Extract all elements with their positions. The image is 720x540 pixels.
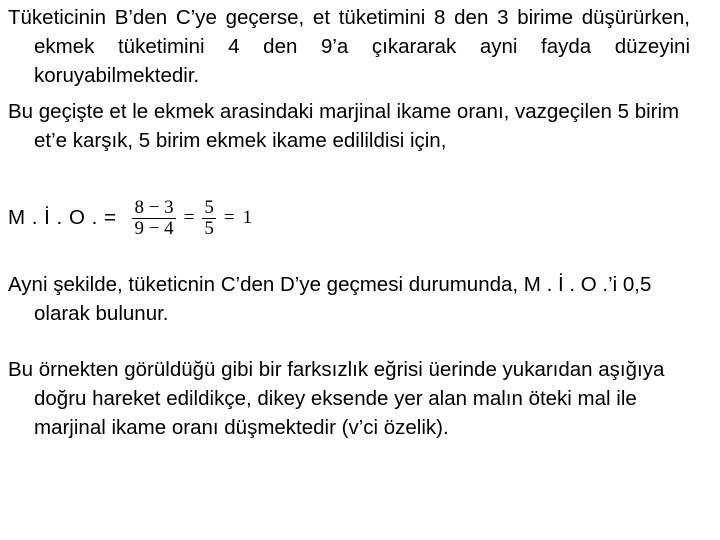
paragraph-mrs-explanation: Bu geçişte et le ekmek arasindaki marjinal ikame oranı, vazgeçilen 5 birim et’e karşık, 5 birim ekmek ikame edilildisi için,	[8, 100, 680, 152]
fraction-second-numerator: 5	[204, 196, 214, 218]
formula-result: 1	[242, 207, 253, 228]
fraction-first-denominator: 9 − 4	[134, 217, 174, 239]
paragraph-c-to-d: Ayni şekilde, tüketicnin C’den D’ye geçmesi durumunda, M . İ . O .’i 0,5 olarak bulunur.	[8, 273, 652, 325]
fraction-first	[132, 198, 175, 239]
paragraph-indifference-move: Tüketicinin B’den C’ye geçerse, et tüketimini 8 den 3 birime düşürürken, ekmek tüketimini 4 den 9’a çıkararak ayni fayda düzeyini koruyabilmektedir.	[8, 6, 690, 87]
paragraph-conclusion: Bu örnekten görüldüğü gibi bir farksızlık eğrisi üerinde yukarıdan aşığıya doğru hareket edildikçe, dikey eksende yer alan malın öteki mal ile marjinal ikame oranı düşmektedir (v’ci özelik).	[8, 358, 665, 439]
formula-label: M . İ . O . =	[8, 206, 117, 229]
fraction-first-numerator: 8 − 3	[134, 196, 174, 218]
equals-sign-first: =	[183, 207, 195, 228]
fraction-second	[202, 198, 216, 239]
fraction-second-denominator: 5	[204, 217, 214, 239]
equals-sign-second: =	[223, 207, 235, 228]
mrs-formula	[8, 193, 256, 243]
formula-math	[128, 198, 256, 239]
